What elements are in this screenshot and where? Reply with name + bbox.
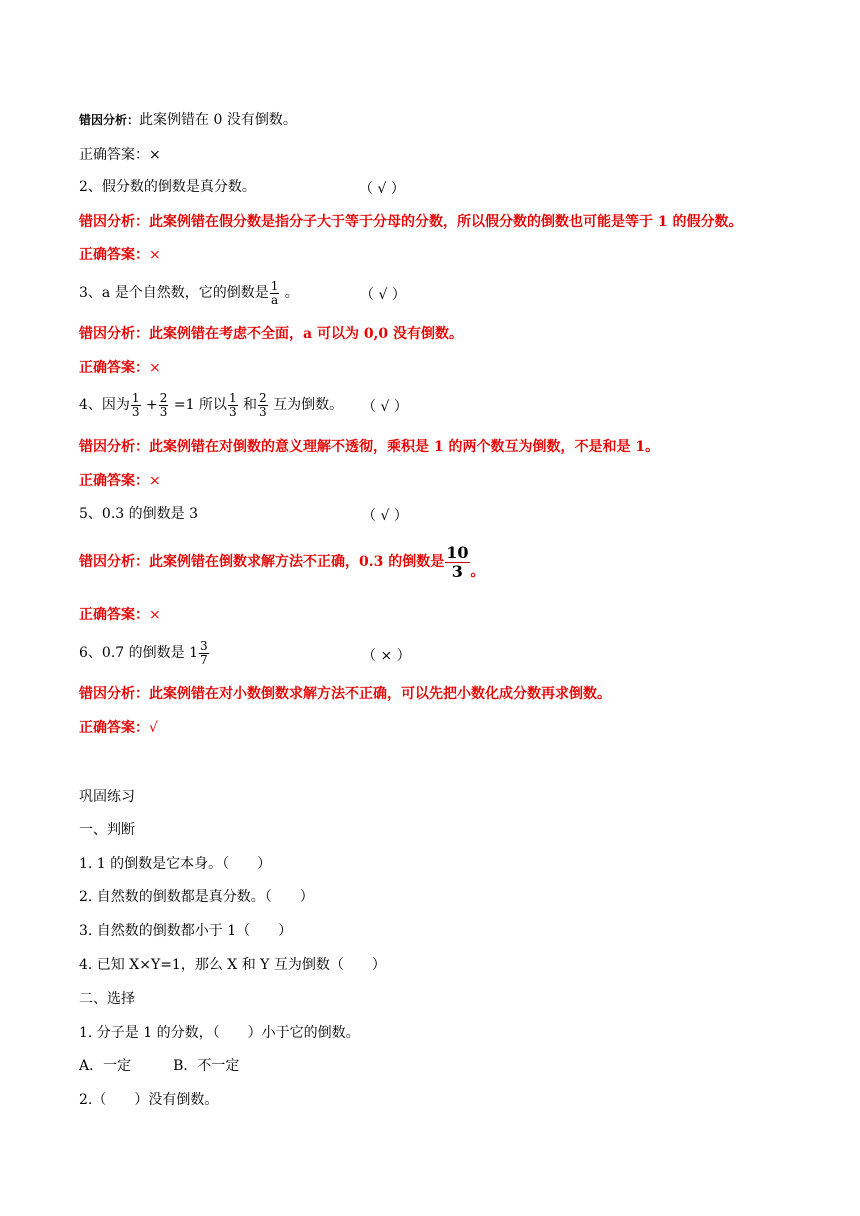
answer-line-6 [79, 719, 158, 737]
question-text: 互为倒数。 [268, 397, 344, 413]
answer-line-1 [79, 146, 161, 164]
analysis-text: 此案例错在对倒数的意义理解不透彻，乘积是 1 的两个数互为倒数，不是和是 1。 [149, 439, 660, 455]
numerator: 1 [228, 390, 237, 405]
answer-value: × [149, 607, 161, 623]
question-text: =1 所以 [169, 397, 227, 413]
answer-line-3 [79, 359, 161, 377]
answer-value: × [149, 147, 161, 163]
section-judge-heading: 一、判断 [79, 822, 135, 838]
analysis-label: 错因分析： [79, 326, 149, 342]
question-text: 和 [238, 397, 258, 413]
fraction [445, 544, 469, 581]
judgement-mark-3: （ √ ） [360, 287, 406, 303]
denominator: a [270, 292, 279, 307]
question-5 [79, 505, 198, 523]
question-3 [79, 278, 299, 308]
judge-item-1: 1. 1 的倒数是它本身。（ ） [79, 856, 272, 872]
numerator: 1 [270, 278, 279, 293]
answer-label: 正确答案： [79, 473, 149, 489]
analysis-label: 错因分析： [79, 686, 149, 702]
answer-label: 正确答案： [79, 247, 149, 263]
answer-line-5 [79, 606, 161, 624]
answer-value: × [149, 247, 161, 263]
practice-title: 巩固练习 [79, 789, 135, 805]
analysis-text: 此案例错在考虑不全面，a 可以为 0,0 没有倒数。 [149, 326, 464, 342]
numerator: 10 [446, 542, 469, 562]
analysis-line-1 [79, 111, 297, 129]
analysis-line-5 [79, 540, 485, 594]
judge-item-2: 2. 自然数的倒数都是真分数。（ ） [79, 889, 314, 905]
analysis-label: 错因分析： [79, 214, 149, 230]
question-text: 4、因为 [79, 397, 130, 413]
analysis-label: 错因分析： [79, 439, 149, 455]
analysis-text: 此案例错在对小数倒数求解方法不正确，可以先把小数化成分数再求倒数。 [149, 686, 611, 702]
numerator: 3 [199, 638, 208, 653]
question-text: 2、假分数的倒数是真分数。 [79, 179, 256, 195]
judgement-mark-2: （ √ ） [359, 181, 405, 197]
analysis-text: 此案例错在 0 没有倒数。 [139, 112, 297, 128]
analysis-line-4 [79, 438, 659, 456]
judgement-mark-5: （ √ ） [362, 508, 408, 524]
judge-item-3: 3. 自然数的倒数都小于 1（ ） [79, 923, 293, 939]
fraction [270, 280, 280, 307]
analysis-label: 错因分析： [79, 113, 140, 127]
judge-item-4: 4. 已知 X×Y=1，那么 X 和 Y 互为倒数（ ） [79, 957, 386, 973]
question-4 [79, 390, 343, 420]
answer-value: × [149, 473, 161, 489]
analysis-line-3 [79, 325, 463, 343]
denominator: 3 [159, 404, 168, 419]
analysis-text: 此案例错在假分数是指分子大于等于分母的分数，所以假分数的倒数也可能是等于 1 的假分数。 [149, 214, 743, 230]
analysis-line-2 [79, 213, 743, 231]
numerator: 1 [131, 390, 140, 405]
denominator: 7 [199, 652, 208, 667]
fraction [199, 640, 209, 667]
fraction [159, 392, 169, 419]
choice-item-1: 1. 分子是 1 的分数，（ ）小于它的倒数。 [79, 1025, 360, 1041]
question-6 [79, 638, 210, 668]
numerator: 2 [259, 390, 267, 405]
judgement-mark-4: （ √ ） [362, 399, 408, 415]
denominator: 3 [451, 561, 463, 581]
denominator: 3 [131, 404, 140, 419]
answer-value: √ [149, 720, 158, 736]
answer-line-2 [79, 246, 161, 264]
judgement-mark-6: （ × ） [362, 648, 411, 664]
analysis-text: 此案例错在倒数求解方法不正确，0.3 的倒数是 [149, 554, 445, 570]
answer-label: 正确答案： [79, 720, 149, 736]
answer-value: × [149, 360, 161, 376]
answer-line-4 [79, 472, 161, 490]
question-text: + [141, 397, 158, 413]
numerator: 2 [159, 390, 168, 405]
fraction [131, 392, 141, 419]
answer-label: 正确答案： [79, 147, 149, 163]
question-text: 6、0.7 的倒数是 1 [79, 645, 198, 661]
denominator: 3 [228, 404, 237, 419]
analysis-line-6 [79, 685, 611, 703]
answer-label: 正确答案： [79, 607, 149, 623]
choice-item-2: 2.（ ）没有倒数。 [79, 1092, 219, 1108]
question-suffix: 。 [280, 285, 299, 301]
denominator: 3 [259, 404, 267, 419]
analysis-label: 错因分析： [79, 554, 149, 570]
fraction [258, 392, 268, 419]
answer-label: 正确答案： [79, 360, 149, 376]
fraction [228, 392, 238, 419]
choice-item-1-options: A．一定 B．不一定 [79, 1058, 240, 1074]
question-text: 3、a 是个自然数，它的倒数是 [79, 285, 269, 301]
section-choice-heading: 二、选择 [79, 991, 135, 1007]
question-2 [79, 178, 256, 196]
question-text: 5、0.3 的倒数是 3 [79, 506, 198, 522]
analysis-suffix: 。 [470, 564, 485, 580]
